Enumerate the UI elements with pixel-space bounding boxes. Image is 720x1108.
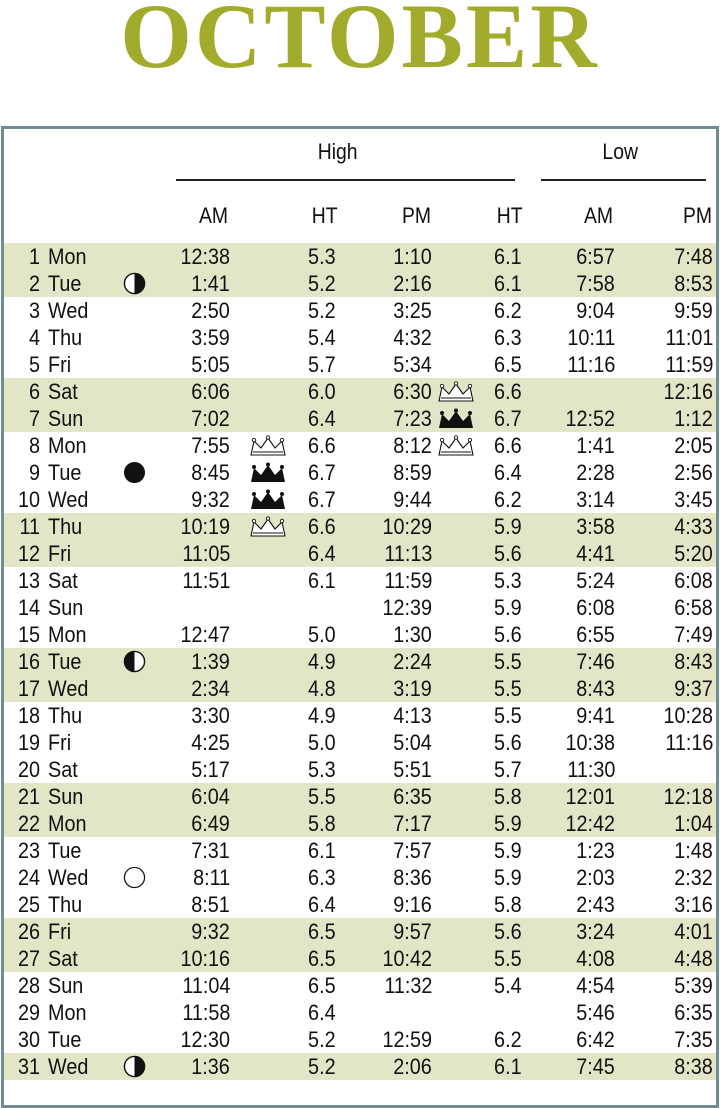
cell-day: 18 [17, 703, 40, 728]
cell-am: 8:45 [191, 460, 230, 485]
cell-lpm: 8:53 [674, 271, 713, 296]
cell-am: 5:05 [191, 352, 230, 377]
table-row [4, 486, 716, 513]
table-row [4, 999, 716, 1026]
cell-ht1: 5.2 [308, 298, 336, 323]
cell-pm: 2:06 [393, 1054, 432, 1079]
cell-ht2: 6.2 [494, 487, 522, 512]
cell-pm: 2:16 [393, 271, 432, 296]
cell-pm: 12:59 [382, 1027, 432, 1052]
cell-am: 11:51 [181, 568, 230, 593]
cell-day: 12 [17, 541, 40, 566]
cell-lam: 12:01 [565, 784, 615, 809]
cell-pm: 1:10 [393, 244, 432, 269]
moon-first-quarter-icon [123, 272, 146, 295]
cell-lam: 1:23 [576, 838, 615, 863]
cell-dow: Sat [48, 568, 78, 593]
cell-day: 30 [17, 1027, 40, 1052]
cell-lpm: 1:04 [674, 811, 713, 836]
cell-dow: Tue [48, 271, 82, 296]
cell-am: 9:32 [191, 487, 230, 512]
table-row [4, 945, 716, 972]
cell-ht1: 5.3 [308, 757, 336, 782]
table-row [4, 1053, 716, 1080]
table-row [4, 729, 716, 756]
cell-am: 11:04 [181, 973, 230, 998]
cell-lpm: 4:33 [674, 514, 713, 539]
cell-day: 28 [17, 973, 40, 998]
cell-dow: Sun [48, 595, 84, 620]
cell-ht1: 6.7 [308, 487, 336, 512]
cell-am: 8:11 [192, 865, 230, 890]
cell-lam: 7:58 [576, 271, 615, 296]
cell-ht2: 6.2 [494, 298, 522, 323]
cell-ht1: 5.4 [308, 325, 336, 350]
cell-am: 7:31 [191, 838, 230, 863]
cell-lpm: 7:48 [674, 244, 713, 269]
cell-pm: 7:17 [393, 811, 432, 836]
cell-lpm: 7:35 [674, 1027, 713, 1052]
table-row [4, 432, 716, 459]
cell-lam: 10:11 [566, 325, 615, 350]
cell-lpm: 12:18 [663, 784, 713, 809]
cell-am: 7:55 [191, 433, 230, 458]
cell-dow: Sat [48, 757, 78, 782]
tide-table [1, 126, 719, 1108]
cell-am: 1:41 [191, 271, 230, 296]
cell-lam: 4:08 [576, 946, 615, 971]
cell-lam: 3:14 [576, 487, 615, 512]
cell-ht2: 6.1 [494, 271, 522, 296]
cell-dow: Sun [48, 784, 84, 809]
cell-am: 2:34 [191, 676, 230, 701]
cell-ht1: 6.4 [308, 1000, 336, 1025]
cell-day: 31 [17, 1054, 40, 1079]
table-row [4, 270, 716, 297]
crown-outline-icon [437, 435, 475, 457]
cell-day: 13 [17, 568, 40, 593]
cell-ht1: 5.2 [308, 1027, 336, 1052]
cell-pm: 9:57 [393, 919, 432, 944]
high-rule [176, 179, 515, 181]
cell-ht2: 5.5 [494, 703, 522, 728]
cell-ht2: 5.9 [494, 838, 522, 863]
cell-ht2: 6.6 [494, 433, 522, 458]
cell-ht1: 6.4 [308, 541, 336, 566]
cell-ht2: 5.3 [494, 568, 522, 593]
cell-lpm: 4:48 [674, 946, 713, 971]
cell-dow: Mon [48, 622, 87, 647]
cell-ht2: 6.3 [494, 325, 522, 350]
table-row [4, 1026, 716, 1053]
cell-am: 10:16 [180, 946, 230, 971]
moon-last-quarter-icon [123, 650, 146, 673]
cell-ht1: 5.0 [308, 730, 336, 755]
table-row [4, 972, 716, 999]
cell-dow: Wed [48, 1054, 89, 1079]
cell-lpm: 6:58 [674, 595, 713, 620]
cell-ht2: 5.6 [494, 541, 522, 566]
cell-lam: 10:38 [565, 730, 615, 755]
cell-ht1: 6.5 [308, 946, 336, 971]
cell-ht1: 4.9 [308, 703, 336, 728]
cell-dow: Sat [48, 379, 78, 404]
cell-ht2: 5.9 [494, 811, 522, 836]
cell-ht1: 6.6 [308, 433, 336, 458]
cell-day: 1 [28, 244, 40, 269]
cell-day: 29 [17, 1000, 40, 1025]
cell-pm: 4:32 [393, 325, 432, 350]
cell-ht1: 6.5 [308, 919, 336, 944]
cell-day: 26 [17, 919, 40, 944]
col-header-low-pm: PM [682, 203, 713, 228]
cell-day: 15 [17, 622, 40, 647]
cell-ht1: 5.0 [308, 622, 336, 647]
cell-ht1: 5.2 [308, 271, 336, 296]
cell-dow: Tue [48, 460, 82, 485]
cell-am: 11:05 [181, 541, 230, 566]
cell-ht1: 4.9 [308, 649, 336, 674]
cell-dow: Wed [48, 487, 89, 512]
col-header-ht: HT [311, 203, 338, 228]
table-row [4, 351, 716, 378]
cell-pm: 9:44 [393, 487, 432, 512]
cell-lpm: 7:49 [674, 622, 713, 647]
table-row [4, 540, 716, 567]
cell-am: 5:17 [191, 757, 230, 782]
table-row [4, 324, 716, 351]
cell-lam: 9:04 [576, 298, 615, 323]
cell-day: 20 [17, 757, 40, 782]
cell-ht1: 5.3 [308, 244, 336, 269]
cell-ht1: 6.1 [308, 568, 336, 593]
cell-lam: 3:58 [576, 514, 615, 539]
cell-pm: 12:39 [382, 595, 432, 620]
cell-lpm: 2:56 [674, 460, 713, 485]
cell-day: 4 [28, 325, 40, 350]
cell-lam: 8:43 [576, 676, 615, 701]
table-row [4, 810, 716, 837]
table-row [4, 459, 716, 486]
table-row [4, 297, 716, 324]
cell-ht2: 6.5 [494, 352, 522, 377]
cell-am: 4:25 [191, 730, 230, 755]
table-row [4, 864, 716, 891]
cell-pm: 11:13 [383, 541, 432, 566]
crown-outline-icon [249, 435, 287, 457]
cell-ht2: 5.9 [494, 595, 522, 620]
cell-day: 6 [28, 379, 40, 404]
col-header-am: AM [198, 203, 229, 228]
cell-ht2: 5.4 [494, 973, 522, 998]
cell-am: 10:19 [180, 514, 230, 539]
cell-dow: Wed [48, 298, 89, 323]
cell-dow: Mon [48, 811, 87, 836]
cell-lam: 6:42 [576, 1027, 615, 1052]
cell-pm: 5:34 [393, 352, 432, 377]
table-row [4, 621, 716, 648]
cell-ht1: 6.1 [308, 838, 336, 863]
cell-pm: 3:25 [393, 298, 432, 323]
cell-lpm: 1:48 [674, 838, 713, 863]
cell-lpm: 6:35 [674, 1000, 713, 1025]
cell-day: 17 [17, 676, 40, 701]
table-row [4, 783, 716, 810]
cell-lpm: 9:37 [674, 676, 713, 701]
cell-ht2: 5.5 [494, 649, 522, 674]
cell-ht1: 5.8 [308, 811, 336, 836]
cell-am: 7:02 [191, 406, 230, 431]
cell-lpm: 8:38 [674, 1054, 713, 1079]
cell-dow: Wed [48, 676, 89, 701]
cell-ht2: 5.6 [494, 919, 522, 944]
table-row [4, 702, 716, 729]
low-rule [541, 179, 706, 181]
table-row [4, 756, 716, 783]
cell-am: 12:30 [180, 1027, 230, 1052]
cell-lpm: 6:08 [674, 568, 713, 593]
cell-lam: 4:54 [576, 973, 615, 998]
cell-pm: 6:35 [393, 784, 432, 809]
crown-outline-icon [437, 381, 475, 403]
cell-am: 12:38 [180, 244, 230, 269]
cell-ht2: 5.8 [494, 892, 522, 917]
table-row [4, 648, 716, 675]
cell-lam: 4:41 [576, 541, 615, 566]
cell-lam: 11:30 [566, 757, 615, 782]
cell-pm: 8:12 [393, 433, 432, 458]
cell-pm: 10:42 [382, 946, 432, 971]
cell-dow: Fri [48, 919, 72, 944]
cell-lpm: 11:59 [664, 352, 713, 377]
cell-pm: 5:04 [393, 730, 432, 755]
cell-lam: 7:46 [576, 649, 615, 674]
cell-ht2: 5.8 [494, 784, 522, 809]
cell-pm: 5:51 [393, 757, 432, 782]
cell-pm: 1:30 [393, 622, 432, 647]
crown-solid-icon [249, 489, 287, 511]
cell-dow: Mon [48, 433, 87, 458]
cell-dow: Sun [48, 973, 84, 998]
cell-day: 9 [28, 460, 40, 485]
cell-lam: 6:55 [576, 622, 615, 647]
cell-dow: Fri [48, 730, 72, 755]
table-row [4, 891, 716, 918]
crown-solid-icon [249, 462, 287, 484]
cell-pm: 10:29 [382, 514, 432, 539]
table-row [4, 918, 716, 945]
cell-lpm: 3:16 [674, 892, 713, 917]
cell-am: 1:39 [191, 649, 230, 674]
cell-am: 11:58 [181, 1000, 230, 1025]
cell-dow: Mon [48, 244, 87, 269]
cell-am: 3:30 [191, 703, 230, 728]
moon-first-quarter-icon [123, 1055, 146, 1078]
cell-lpm: 11:01 [664, 325, 713, 350]
col-header-pm: PM [401, 203, 432, 228]
cell-lam: 12:42 [565, 811, 615, 836]
cell-dow: Thu [48, 514, 83, 539]
cell-am: 1:36 [191, 1054, 230, 1079]
cell-ht1: 4.8 [308, 676, 336, 701]
cell-day: 2 [28, 271, 40, 296]
cell-pm: 4:13 [393, 703, 432, 728]
cell-dow: Mon [48, 1000, 87, 1025]
cell-pm: 2:24 [393, 649, 432, 674]
cell-day: 25 [17, 892, 40, 917]
crown-solid-icon [437, 408, 475, 430]
cell-lpm: 2:32 [674, 865, 713, 890]
cell-pm: 7:57 [393, 838, 432, 863]
cell-ht2: 5.9 [494, 865, 522, 890]
table-row [4, 594, 716, 621]
cell-lam: 2:28 [576, 460, 615, 485]
cell-lam: 12:52 [565, 406, 615, 431]
cell-dow: Fri [48, 352, 72, 377]
moon-new-icon [123, 866, 146, 889]
cell-lpm: 4:01 [674, 919, 713, 944]
cell-lpm: 3:45 [674, 487, 713, 512]
table-row [4, 675, 716, 702]
cell-dow: Wed [48, 865, 89, 890]
col-header-ht2: HT [496, 203, 523, 228]
cell-dow: Sat [48, 946, 78, 971]
cell-lam: 5:24 [576, 568, 615, 593]
cell-day: 23 [17, 838, 40, 863]
cell-dow: Tue [48, 649, 82, 674]
cell-ht1: 6.3 [308, 865, 336, 890]
cell-ht2: 5.5 [494, 676, 522, 701]
cell-ht1: 6.4 [308, 892, 336, 917]
cell-pm: 8:59 [393, 460, 432, 485]
cell-day: 5 [28, 352, 40, 377]
cell-lam: 2:03 [576, 865, 615, 890]
cell-lpm: 5:20 [674, 541, 713, 566]
cell-lpm: 8:43 [674, 649, 713, 674]
cell-lam: 3:24 [576, 919, 615, 944]
table-row [4, 567, 716, 594]
cell-day: 3 [28, 298, 40, 323]
table-row [4, 513, 716, 540]
cell-lpm: 1:12 [674, 406, 713, 431]
cell-ht2: 6.1 [494, 244, 522, 269]
cell-ht2: 5.7 [494, 757, 522, 782]
crown-outline-icon [249, 516, 287, 538]
table-row [4, 243, 716, 270]
cell-pm: 8:36 [393, 865, 432, 890]
cell-day: 27 [17, 946, 40, 971]
cell-am: 3:59 [191, 325, 230, 350]
cell-day: 16 [17, 649, 40, 674]
cell-dow: Thu [48, 703, 83, 728]
page-title: OCTOBER [120, 0, 600, 87]
cell-ht2: 5.6 [494, 730, 522, 755]
cell-ht2: 6.6 [494, 379, 522, 404]
high-header: High [317, 139, 358, 164]
cell-lpm: 11:16 [664, 730, 713, 755]
col-header-low-am: AM [583, 203, 614, 228]
cell-day: 8 [28, 433, 40, 458]
cell-day: 19 [17, 730, 40, 755]
cell-ht2: 5.5 [494, 946, 522, 971]
low-header: Low [602, 139, 638, 164]
cell-lam: 6:57 [576, 244, 615, 269]
cell-ht1: 6.6 [308, 514, 336, 539]
cell-lpm: 9:59 [674, 298, 713, 323]
cell-am: 2:50 [191, 298, 230, 323]
cell-lpm: 12:16 [663, 379, 713, 404]
cell-lpm: 5:39 [674, 973, 713, 998]
cell-pm: 3:19 [393, 676, 432, 701]
cell-dow: Fri [48, 541, 72, 566]
cell-lam: 7:45 [576, 1054, 615, 1079]
cell-day: 7 [28, 406, 40, 431]
cell-am: 6:04 [191, 784, 230, 809]
cell-pm: 6:30 [393, 379, 432, 404]
cell-lam: 9:41 [576, 703, 615, 728]
cell-day: 11 [19, 514, 40, 539]
cell-dow: Tue [48, 1027, 82, 1052]
cell-pm: 7:23 [393, 406, 432, 431]
cell-lam: 1:41 [576, 433, 615, 458]
cell-ht1: 6.4 [308, 406, 336, 431]
cell-ht2: 5.6 [494, 622, 522, 647]
cell-am: 6:49 [191, 811, 230, 836]
table-row [4, 378, 716, 405]
cell-lam: 6:08 [576, 595, 615, 620]
cell-day: 10 [17, 487, 40, 512]
cell-day: 24 [17, 865, 40, 890]
cell-ht2: 6.4 [494, 460, 522, 485]
cell-day: 21 [17, 784, 40, 809]
cell-day: 22 [17, 811, 40, 836]
cell-ht1: 6.5 [308, 973, 336, 998]
cell-am: 9:32 [191, 919, 230, 944]
cell-dow: Thu [48, 325, 83, 350]
cell-lam: 11:16 [566, 352, 615, 377]
cell-pm: 11:32 [383, 973, 432, 998]
cell-ht1: 5.7 [308, 352, 336, 377]
cell-ht2: 6.2 [494, 1027, 522, 1052]
cell-am: 12:47 [180, 622, 230, 647]
moon-full-icon [123, 461, 146, 484]
cell-am: 8:51 [191, 892, 230, 917]
cell-dow: Tue [48, 838, 82, 863]
cell-ht1: 6.0 [308, 379, 336, 404]
cell-lpm: 2:05 [674, 433, 713, 458]
cell-dow: Thu [48, 892, 83, 917]
cell-lam: 5:46 [576, 1000, 615, 1025]
cell-ht2: 5.9 [494, 514, 522, 539]
cell-lpm: 10:28 [663, 703, 713, 728]
cell-lam: 2:43 [576, 892, 615, 917]
cell-ht1: 6.7 [308, 460, 336, 485]
cell-am: 6:06 [191, 379, 230, 404]
cell-ht1: 5.2 [308, 1054, 336, 1079]
table-row [4, 837, 716, 864]
cell-ht2: 6.7 [494, 406, 522, 431]
cell-pm: 11:59 [383, 568, 432, 593]
cell-ht2: 6.1 [494, 1054, 522, 1079]
table-row [4, 405, 716, 432]
cell-pm: 9:16 [393, 892, 432, 917]
cell-dow: Sun [48, 406, 84, 431]
cell-ht1: 5.5 [308, 784, 336, 809]
cell-day: 14 [17, 595, 40, 620]
